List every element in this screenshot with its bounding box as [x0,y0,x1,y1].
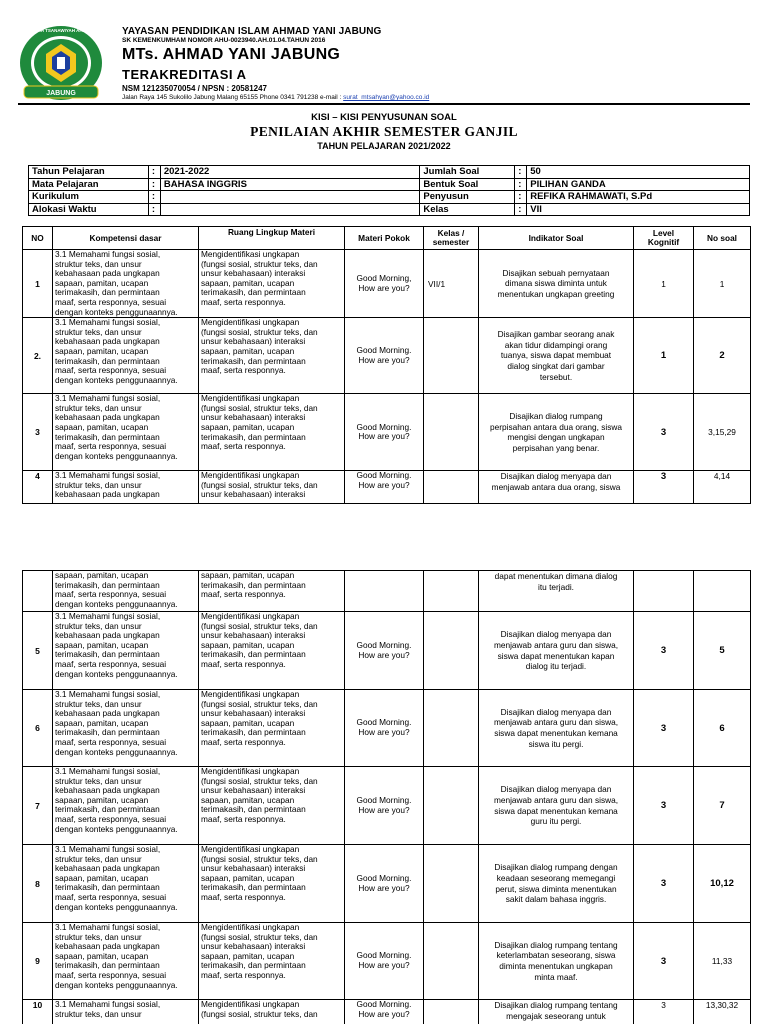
letterhead-divider [18,103,750,105]
table-row [23,923,751,1000]
row-number: 5 [23,612,53,690]
info-table [28,165,750,216]
school-logo [18,24,104,102]
ruang-lingkup-cell: Mengidentifikasi ungkapan (fungsi sosial, struktur teks, dan unsur kebahasaan) interaksi sapaan, pamitan, ucapan terimakasih, dan permintaan maaf, serta responnya. [199,250,345,318]
info-value: 2021-2022 [160,166,420,179]
table-row [23,612,751,690]
row-number: 10 [23,1000,53,1024]
level-kognitif-cell: 3 [634,690,694,767]
indikator-soal-cell: Disajikan dialog menyapa dan menjawab antara guru dan siswa, siswa dapat menentukan kemana guru itu pergi. [479,767,634,845]
info-label: Tahun Pelajaran [29,166,149,179]
kelas-semester-cell [424,923,479,1000]
info-label: Mata Pelajaran [29,178,149,191]
no-soal-cell: 11,33 [694,923,751,1000]
info-value: BAHASA INGGRIS [160,178,420,191]
level-kognitif-cell: 3 [634,394,694,471]
info-colon: : [148,166,160,179]
kompetensi-dasar-cell: 3.1 Memahami fungsi sosial, struktur teks, dan unsur kebahasaan pada ungkapan sapaan, pamitan, ucapan terimakasih, dan permintaan maaf, serta responnya, sesuai dengan konteks penggunaannya. [53,845,199,923]
indikator-soal-cell: dapat menentukan dimana dialog itu terjadi. [479,571,634,612]
col-no: NO [23,227,53,250]
table-row [23,250,751,318]
level-kognitif-cell: 3 [634,612,694,690]
info-colon: : [515,203,527,216]
row-number: 2. [23,318,53,394]
table-row [23,690,751,767]
kelas-semester-cell [424,571,479,612]
page-gap [0,548,768,566]
col-no-soal: No soal [694,227,751,250]
level-kognitif-cell: 3 [634,845,694,923]
kelas-semester-cell: VII/1 [424,250,479,318]
info-colon: : [148,203,160,216]
address-text: Jalan Raya 145 Sukolilo Jabung Malang 65155 Phone 0341 791238 e-mail : [122,94,344,101]
info-row [29,178,750,191]
col-indikator-soal: Indikator Soal [479,227,634,250]
col-ruang-lingkup: Ruang Lingkup Materi [199,227,345,250]
info-label: Bentuk Soal [420,178,515,191]
table-row [23,471,751,504]
materi-pokok-cell: Good Morning. How are you? [345,767,424,845]
level-kognitif-cell [634,571,694,612]
email-link[interactable]: surat_mtsahyan@yahoo.co.id [343,94,430,101]
table-row-continued [23,571,751,612]
kompetensi-dasar-cell: 3.1 Memahami fungsi sosial, struktur teks, dan unsur kebahasaan pada ungkapan sapaan, pamitan, ucapan terimakasih, dan permintaan maaf, serta responnya, sesuai dengan konteks penggunaannya. [53,923,199,1000]
no-soal-cell: 10,12 [694,845,751,923]
info-colon: : [515,178,527,191]
ruang-lingkup-cell: Mengidentifikasi ungkapan (fungsi sosial, struktur teks, dan unsur kebahasaan) interaksi sapaan, pamitan, ucapan terimakasih, dan permintaan maaf, serta responnya. [199,845,345,923]
info-value: VII [527,203,750,216]
kompetensi-dasar-cell: 3.1 Memahami fungsi sosial, struktur teks, dan unsur [53,1000,199,1024]
kompetensi-dasar-cell: 3.1 Memahami fungsi sosial, struktur teks, dan unsur kebahasaan pada ungkapan sapaan, pamitan, ucapan terimakasih, dan permintaan maaf, serta responnya, sesuai dengan konteks penggunaannya. [53,318,199,394]
ruang-lingkup-cell: Mengidentifikasi ungkapan (fungsi sosial, struktur teks, dan unsur kebahasaan) interaksi sapaan, pamitan, ucapan terimakasih, dan permintaan maaf, serta responnya. [199,923,345,1000]
no-soal-cell: 7 [694,767,751,845]
info-value: 50 [527,166,750,179]
info-label: Penyusun [420,191,515,204]
ruang-lingkup-cell: sapaan, pamitan, ucapan terimakasih, dan permintaan maaf, serta responnya. [199,571,345,612]
decree-number: SK KEMENKUMHAM NOMOR AHU-0023940.AH.01.04.TAHUN 2016 [122,37,326,44]
no-soal-cell: 13,30,32 [694,1000,751,1024]
foundation-name: YAYASAN PENDIDIKAN ISLAM AHMAD YANI JABUNG [122,26,382,37]
blueprint-table [22,226,751,504]
materi-pokok-cell [345,571,424,612]
kompetensi-dasar-cell: 3.1 Memahami fungsi sosial, struktur teks, dan unsur kebahasaan pada ungkapan sapaan, pamitan, ucapan terimakasih, dan permintaan maaf, serta responnya, sesuai dengan konteks penggunaannya. [53,250,199,318]
row-number: 4 [23,471,53,504]
indikator-soal-cell: Disajikan dialog rumpang dengan keadaan seseorang memegangi perut, siswa diminta menentukan sakit dalam bahasa inggris. [479,845,634,923]
info-colon: : [148,178,160,191]
materi-pokok-cell: Good Morning. How are you? [345,318,424,394]
kompetensi-dasar-cell: 3.1 Memahami fungsi sosial, struktur teks, dan unsur kebahasaan pada ungkapan [53,471,199,504]
no-soal-cell: 3,15,29 [694,394,751,471]
table-row [23,845,751,923]
info-row [29,203,750,216]
kelas-semester-cell [424,318,479,394]
document-page-2 [0,566,768,1024]
level-kognitif-cell: 3 [634,923,694,1000]
row-number [23,571,53,612]
materi-pokok-cell: Good Morning. How are you? [345,394,424,471]
table-row [23,318,751,394]
level-kognitif-cell: 1 [634,318,694,394]
ruang-lingkup-cell: Mengidentifikasi ungkapan (fungsi sosial, struktur teks, dan unsur kebahasaan) interaksi [199,471,345,504]
indikator-soal-cell: Disajikan dialog menyapa dan menjawab antara guru dan siswa, siswa dapat menentukan kapan dialog itu terjadi. [479,612,634,690]
kelas-semester-cell [424,471,479,504]
info-colon: : [148,191,160,204]
info-label: Kurikulum [29,191,149,204]
kompetensi-dasar-cell: 3.1 Memahami fungsi sosial, struktur teks, dan unsur kebahasaan pada ungkapan sapaan, pamitan, ucapan terimakasih, dan permintaan maaf, serta responnya, sesuai dengan konteks penggunaannya. [53,394,199,471]
indikator-soal-cell: Disajikan sebuah pernyataan dimana siswa diminta untuk menentukan ungkapan greeting [479,250,634,318]
logo-text-top: MADRASAH TSANAWIYAH AHMAD YANI [18,28,104,33]
level-kognitif-cell: 3 [634,1000,694,1024]
col-materi-pokok: Materi Pokok [345,227,424,250]
no-soal-cell [694,571,751,612]
accreditation: TERAKREDITASI A [122,67,247,82]
letterhead [18,24,758,106]
info-label: Jumlah Soal [420,166,515,179]
kelas-semester-cell [424,767,479,845]
blueprint-table-continued [22,570,751,1024]
materi-pokok-cell: Good Morning. How are you? [345,923,424,1000]
kompetensi-dasar-cell: 3.1 Memahami fungsi sosial, struktur teks, dan unsur kebahasaan pada ungkapan sapaan, pamitan, ucapan terimakasih, dan permintaan maaf, serta responnya, sesuai dengan konteks penggunaannya. [53,612,199,690]
info-value: PILIHAN GANDA [527,178,750,191]
row-number: 8 [23,845,53,923]
kompetensi-dasar-cell: sapaan, pamitan, ucapan terimakasih, dan permintaan maaf, serta responnya, sesuai dengan konteks penggunaannya. [53,571,199,612]
letterhead-text [122,26,742,101]
kelas-semester-cell [424,845,479,923]
level-kognitif-cell: 3 [634,767,694,845]
level-kognitif-cell: 3 [634,471,694,504]
row-number: 3 [23,394,53,471]
document-titles [0,112,768,151]
ruang-lingkup-cell: Mengidentifikasi ungkapan (fungsi sosial, struktur teks, dan [199,1000,345,1024]
materi-pokok-cell: Good Morning. How are you? [345,1000,424,1024]
indikator-soal-cell: Disajikan dialog menyapa dan menjawab antara dua orang, siswa [479,471,634,504]
materi-pokok-cell: Good Morning. How are you? [345,612,424,690]
kelas-semester-cell [424,1000,479,1024]
materi-pokok-cell: Good Morning. How are you? [345,690,424,767]
info-colon: : [515,166,527,179]
title-assessment: PENILAIAN AKHIR SEMESTER GANJIL [250,124,518,139]
info-row [29,191,750,204]
ruang-lingkup-cell: Mengidentifikasi ungkapan (fungsi sosial, struktur teks, dan unsur kebahasaan) interaksi sapaan, pamitan, ucapan terimakasih, dan permintaan maaf, serta responnya. [199,394,345,471]
title-academic-year: TAHUN PELAJARAN 2021/2022 [317,141,451,151]
info-label: Alokasi Waktu [29,203,149,216]
indikator-soal-cell: Disajikan dialog rumpang tentang mengajak seseorang untuk [479,1000,634,1024]
kelas-semester-cell [424,394,479,471]
nsm-npsn: NSM 121235070054 / NPSN : 20581247 [122,84,267,93]
info-label: Kelas [420,203,515,216]
ruang-lingkup-cell: Mengidentifikasi ungkapan (fungsi sosial, struktur teks, dan unsur kebahasaan) interaksi sapaan, pamitan, ucapan terimakasih, dan permintaan maaf, serta responnya. [199,612,345,690]
info-value: REFIKA RAHMAWATI, S.Pd [527,191,750,204]
table-row [23,394,751,471]
indikator-soal-cell: Disajikan dialog menyapa dan menjawab antara guru dan siswa, siswa dapat menentukan kemana siswa itu pergi. [479,690,634,767]
no-soal-cell: 2 [694,318,751,394]
info-colon: : [515,191,527,204]
table-row [23,767,751,845]
no-soal-cell: 4,14 [694,471,751,504]
no-soal-cell: 6 [694,690,751,767]
logo-text-bottom: JABUNG [46,90,76,97]
no-soal-cell: 5 [694,612,751,690]
ruang-lingkup-cell: Mengidentifikasi ungkapan (fungsi sosial, struktur teks, dan unsur kebahasaan) interaksi sapaan, pamitan, ucapan terimakasih, dan permintaan maaf, serta responnya. [199,767,345,845]
kelas-semester-cell [424,690,479,767]
materi-pokok-cell: Good Morning. How are you? [345,471,424,504]
kompetensi-dasar-cell: 3.1 Memahami fungsi sosial, struktur teks, dan unsur kebahasaan pada ungkapan sapaan, pamitan, ucapan terimakasih, dan permintaan maaf, serta responnya, sesuai dengan konteks penggunaannya. [53,690,199,767]
materi-pokok-cell: Good Morning. How are you? [345,845,424,923]
ruang-lingkup-cell: Mengidentifikasi ungkapan (fungsi sosial, struktur teks, dan unsur kebahasaan) interaksi sapaan, pamitan, ucapan terimakasih, dan permintaan maaf, serta responnya. [199,690,345,767]
info-value [160,203,420,216]
kompetensi-dasar-cell: 3.1 Memahami fungsi sosial, struktur teks, dan unsur kebahasaan pada ungkapan sapaan, pamitan, ucapan terimakasih, dan permintaan maaf, serta responnya, sesuai dengan konteks penggunaannya. [53,767,199,845]
info-row [29,166,750,179]
table-row [23,1000,751,1024]
info-value [160,191,420,204]
col-level-kognitif: Level Kognitif [634,227,694,250]
table-header-row [23,227,751,250]
ruang-lingkup-cell: Mengidentifikasi ungkapan (fungsi sosial, struktur teks, dan unsur kebahasaan) interaksi sapaan, pamitan, ucapan terimakasih, dan permintaan maaf, serta responnya. [199,318,345,394]
kelas-semester-cell [424,612,479,690]
indikator-soal-cell: Disajikan dialog rumpang tentang keterlambatan seseorang, siswa diminta menentukan ungkapan minta maaf. [479,923,634,1000]
materi-pokok-cell: Good Morning, How are you? [345,250,424,318]
no-soal-cell: 1 [694,250,751,318]
address-line [122,94,742,101]
col-kelas-semester: Kelas / semester [424,227,479,250]
school-name: MTs. AHMAD YANI JABUNG [122,46,341,63]
row-number: 6 [23,690,53,767]
indikator-soal-cell: Disajikan gambar seorang anak akan tidur didampingi orang tuanya, siswa dapat membuat dialog singkat dari gambar tersebut. [479,318,634,394]
col-kompetensi-dasar: Kompetensi dasar [53,227,199,250]
row-number: 1 [23,250,53,318]
level-kognitif-cell: 1 [634,250,694,318]
row-number: 9 [23,923,53,1000]
indikator-soal-cell: Disajikan dialog rumpang perpisahan antara dua orang, siswa mengisi dengan ungkapan perpisahan yang benar. [479,394,634,471]
row-number: 7 [23,767,53,845]
title-kisi-kisi: KISI – KISI PENYUSUNAN SOAL [311,112,457,123]
